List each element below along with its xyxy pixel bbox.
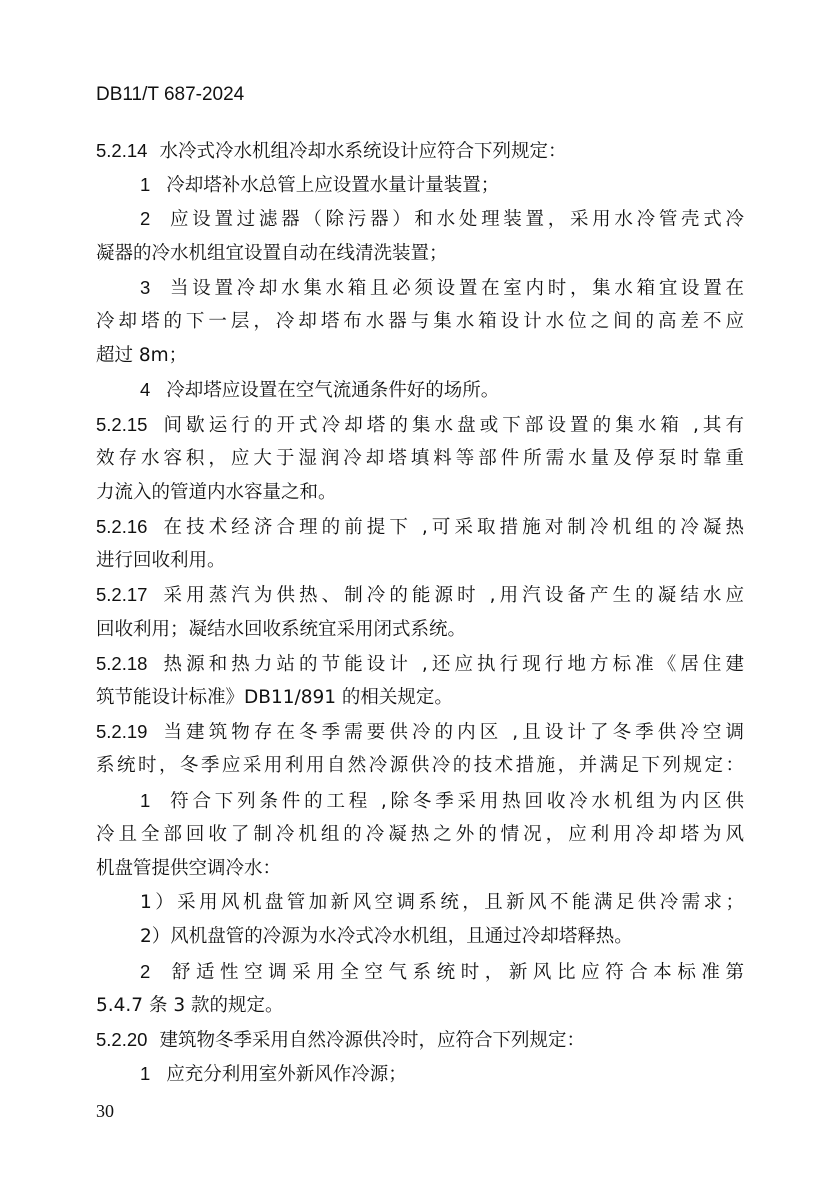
clause-number: 5.2.20 (96, 1028, 148, 1050)
body-text (96, 134, 744, 1091)
line-text: 5.4.7 条 3 款的规定。 (96, 994, 284, 1016)
line-text: 回收利用；凝结水回收系统宜采用闭式系统。 (96, 618, 467, 640)
line-text: 热源和热力站的节能设计 ,还应执行现行地方标准《居住建 (159, 653, 744, 675)
text-line (96, 749, 744, 783)
line-text: 系统时，冬季应采用利用自然冷源供冷的技术措施，并满足下列规定： (96, 755, 744, 777)
text-line (96, 442, 744, 476)
line-text: 当建筑物存在冬季需要供冷的内区 ,且设计了冬季供冷空调 (159, 722, 744, 744)
text-line (96, 784, 744, 818)
line-text: 当设置冷却水集水箱且必须设置在室内时，集水箱宜设置在 (166, 277, 744, 299)
text-line (96, 544, 744, 578)
line-text: 力流入的管道内水容量之和。 (96, 481, 337, 503)
text-line (96, 476, 744, 510)
line-text: 冷却塔补水总管上应设置水量计量装置； (166, 175, 500, 197)
clause-number: 5.2.14 (96, 140, 148, 161)
text-line (96, 408, 744, 442)
text-line (96, 578, 744, 612)
text-line (96, 510, 744, 544)
line-text: 2）风机盘管的冷源为水冷式冷水机组，且通过冷却塔释热。 (140, 926, 633, 948)
line-text: 超过 8m； (96, 345, 188, 367)
text-line (96, 989, 744, 1023)
text-line (96, 852, 744, 886)
text-line (96, 305, 744, 339)
line-text: 应设置过滤器（除污器）和水处理装置，采用水冷管壳式冷 (166, 209, 744, 231)
item-number: 1 (140, 789, 151, 811)
clause-number: 5.2.19 (96, 721, 148, 743)
item-number: 1 (140, 174, 151, 196)
line-text: 舒适性空调采用全空气系统时，新风比应符合本标准第 (166, 961, 744, 983)
text-line (96, 134, 744, 168)
text-line (96, 202, 744, 236)
item-number: 2 (140, 208, 151, 230)
text-line (96, 886, 744, 920)
line-text: 符合下列条件的工程 ,除冬季采用热回收冷水机组为内区供 (166, 790, 744, 812)
text-line (96, 920, 744, 954)
line-text: 水冷式冷水机组冷却水系统设计应符合下列规定： (159, 141, 567, 162)
clause-number: 5.2.17 (96, 584, 148, 606)
text-line (96, 168, 744, 202)
line-text: 筑节能设计标准》DB11/891 的相关规定。 (96, 687, 453, 708)
line-text: 凝器的冷水机组宜设置自动在线清洗装置； (96, 242, 448, 264)
text-line (96, 818, 744, 852)
line-text: 冷却塔的下一层，冷却塔布水器与集水箱设计水位之间的高差不应 (96, 310, 744, 332)
line-text: 效存水容积，应大于湿润冷却塔填料等部件所需水量及停泵时靠重 (96, 447, 744, 469)
text-line (96, 955, 744, 989)
line-text: 应充分利用室外新风作冷源； (166, 1064, 407, 1086)
line-text: 建筑物冬季采用自然冷源供冷时，应符合下列规定： (159, 1029, 585, 1051)
text-line (96, 613, 744, 647)
line-text: 间歇运行的开式冷却塔的集水盘或下部设置的集水箱 ,其有 (159, 414, 744, 436)
text-line (96, 715, 744, 749)
text-line (96, 373, 744, 407)
text-line (96, 647, 744, 681)
text-line (96, 271, 744, 305)
line-text: 冷且全部回收了制冷机组的冷凝热之外的情况，应利用冷却塔为风 (96, 823, 744, 845)
clause-number: 5.2.16 (96, 516, 148, 538)
clause-number: 5.2.15 (96, 413, 148, 435)
text-line (96, 237, 744, 271)
line-text: 进行回收利用。 (96, 550, 226, 572)
document-code: DB11/T 687-2024 (96, 84, 245, 105)
line-text: 冷却塔应设置在空气流通条件好的场所。 (166, 380, 500, 402)
text-line (96, 681, 744, 715)
text-line (96, 339, 744, 373)
page-number: 30 (96, 1101, 114, 1121)
text-line (96, 1023, 744, 1057)
text-line (96, 1057, 744, 1091)
item-number: 2 (140, 960, 151, 982)
line-text: 机盘管提供空调冷水： (96, 857, 282, 879)
line-text: 在技术经济合理的前提下 ,可采取措施对制冷机组的冷凝热 (159, 517, 744, 539)
line-text: 1）采用风机盘管加新风空调系统，且新风不能满足供冷需求； (140, 892, 744, 914)
item-number: 1 (140, 1063, 151, 1085)
line-text: 采用蒸汽为供热、制冷的能源时 ,用汽设备产生的凝结水应 (159, 585, 744, 607)
item-number: 3 (140, 276, 151, 298)
clause-number: 5.2.18 (96, 652, 148, 674)
item-number: 4 (140, 379, 151, 401)
